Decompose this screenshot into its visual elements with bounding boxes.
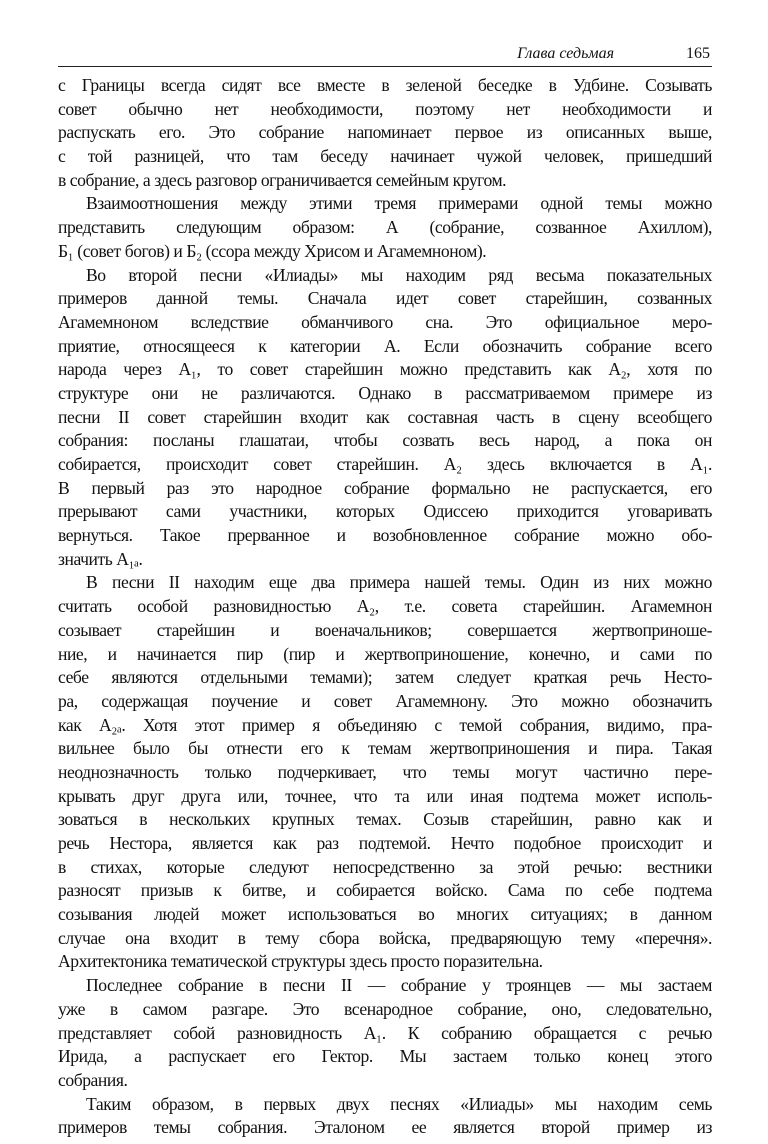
- paragraph-5: [58, 974, 712, 1092]
- text-line: Б₁ (совет богов) и Б₂ (ссора между Хрисом и Агамемноном).: [58, 240, 487, 261]
- text-line: Агамемноном вследствие обманчивого сна. Это официальное меро-: [58, 311, 712, 332]
- text-line: созывает старейшин и военачальников; совершается жертвоприноше-: [58, 619, 712, 640]
- text-line: собрания.: [58, 1069, 128, 1090]
- text-line: Последнее собрание в песни II — собрание у троянцев — мы застаем: [86, 975, 712, 996]
- text-line: представляет собой разновидность А₁. К собранию обращается с речью: [58, 1022, 712, 1043]
- text-line: случае она входит в тему сбора войска, предваряющую тему «перечня».: [58, 927, 712, 948]
- paragraph-1: [58, 74, 712, 192]
- chapter-title: Глава седьмая: [517, 45, 614, 62]
- paragraph-4: [58, 571, 712, 974]
- text-line: В первый раз это народное собрание формально не распускается, его: [58, 477, 712, 498]
- text-line: речь Нестора, является как раз подтемой. Нечто подобное происходит и: [58, 833, 712, 853]
- text-line: представить следующим образом: А (собрание, созванное Ахиллом),: [58, 217, 712, 238]
- text-line: приятие, относящееся к категории А. Если обозначить собрание всего: [58, 335, 712, 356]
- text-line: песни II совет старейшин входит как составная часть в сцену всеобщего: [58, 406, 712, 427]
- text-line: как А₂ₐ. Хотя этот пример я объединяю с темой собрания, видимо, пра-: [58, 714, 712, 735]
- text-line: разносят призыв к битве, и собирается войско. Сама по себе подтема: [58, 880, 712, 901]
- text-line: распускать его. Это собрание напоминает первое из описанных выше,: [58, 122, 712, 143]
- text-line: В песни II находим еще два примера нашей темы. Один из них можно: [86, 572, 712, 593]
- paragraph-3: [58, 264, 712, 572]
- text-line: вильнее было бы отнести его к темам жертвоприношения и пира. Такая: [58, 738, 712, 759]
- text-line: Таким образом, в первых двух песнях «Илиады» мы находим семь: [86, 1093, 712, 1114]
- running-head: [58, 44, 712, 67]
- page-number: 165: [686, 45, 710, 62]
- text-line: совет обычно нет необходимости, поэтому нет необходимости и: [58, 98, 712, 119]
- text-line: примеров данной темы. Сначала идет совет старейшин, созванных: [58, 288, 712, 309]
- text-line: Ирида, а распускает его Гектор. Мы застаем только конец этого: [58, 1046, 712, 1067]
- text-line: Взаимоотношения между этими тремя примерами одной темы можно: [86, 193, 712, 214]
- text-line: с Границы всегда сидят все вместе в зеленой беседке в Удбине. Созывать: [58, 75, 712, 95]
- text-line: уже в самом разгаре. Это всенародное собрание, оно, следовательно,: [58, 998, 712, 1019]
- text-line: зоваться в нескольких крупных темах. Созыв старейшин, равно как и: [58, 809, 712, 830]
- text-line: крывать друг друга или, точнее, что та или иная подтема может исполь-: [58, 785, 712, 806]
- text-line: в собрание, а здесь разговор ограничивается семейным кругом.: [58, 169, 507, 190]
- text-line: ра, содержащая поучение и совет Агамемнону. Это можно обозначить: [58, 690, 712, 711]
- text-line: народа через А₁, то совет старейшин можно представить как А₂, хотя по: [58, 359, 712, 380]
- text-line: Архитектоника тематической структуры здесь просто поразительна.: [58, 951, 543, 972]
- text-line: с той разницей, что там беседу начинает чужой человек, пришедший: [58, 146, 712, 167]
- text-line: собирается, происходит совет старейшин. А₂ здесь включается в А₁.: [58, 454, 712, 474]
- text-line: созывания людей может использоваться во многих ситуациях; в данном: [58, 904, 712, 925]
- text-line: структуре они не различаются. Однако в рассматриваемом примере из: [58, 382, 712, 403]
- text-line: прерывают сами участники, которых Одиссею приходится уговаривать: [58, 501, 712, 522]
- text-line: себе являются отдельными темами); затем следует краткая речь Несто-: [58, 667, 712, 688]
- text-line: собрания: посланы глашатаи, чтобы созвать весь народ, а пока он: [58, 430, 712, 451]
- text-line: в стихах, которые следуют непосредственно за этой речью: вестники: [58, 856, 712, 877]
- body-text: [58, 74, 712, 1140]
- text-line: ние, и начинается пир (пир и жертвоприношение, конечно, и сами по: [58, 643, 712, 664]
- paragraph-2: [58, 192, 712, 263]
- paragraph-6: [58, 1093, 712, 1140]
- text-line: неоднозначность только подчеркивает, что темы могут частично пере-: [58, 761, 712, 782]
- text-line: Во второй песни «Илиады» мы находим ряд весьма показательных: [86, 264, 712, 285]
- text-line: значить А₁ₐ.: [58, 548, 143, 569]
- text-line: считать особой разновидностью А₂, т.е. совета старейшин. Агамемнон: [58, 596, 712, 617]
- text-line: примеров темы собрания. Эталоном ее является второй пример из: [58, 1117, 712, 1138]
- text-line: вернуться. Такое прерванное и возобновленное собрание можно обо-: [58, 525, 712, 546]
